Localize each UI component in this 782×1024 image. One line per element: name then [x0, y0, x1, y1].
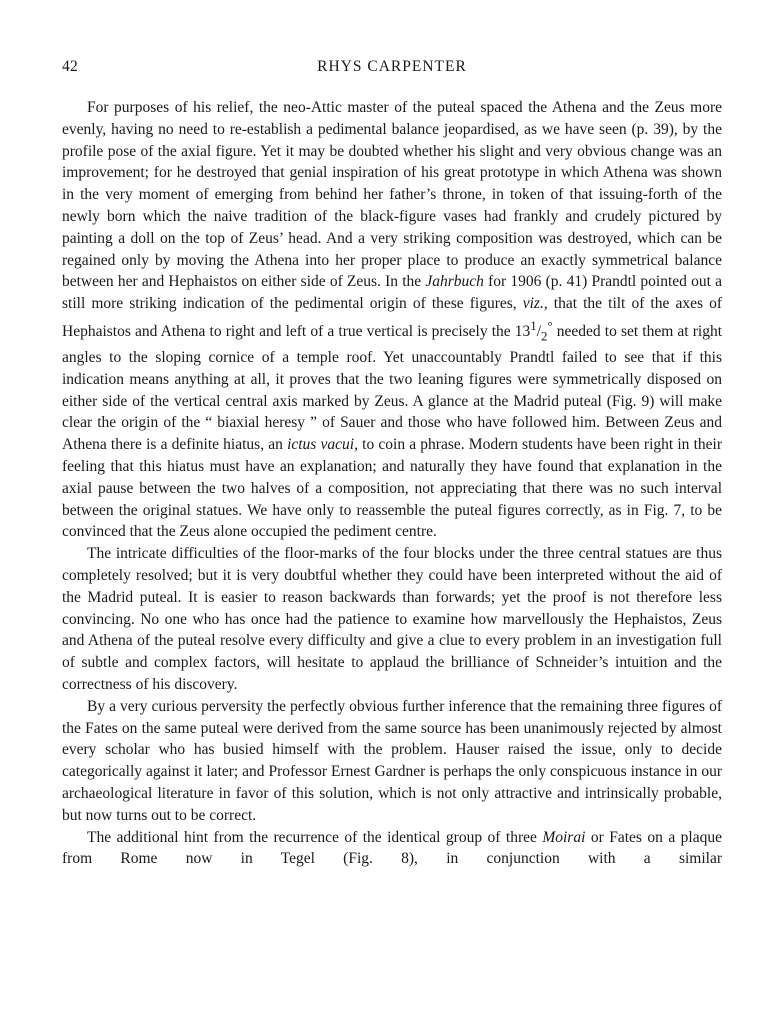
- italic-text: ictus vacui,: [287, 436, 358, 454]
- paragraph: [62, 827, 722, 871]
- paragraph: [62, 696, 722, 827]
- paragraph: [62, 543, 722, 696]
- body-text: [62, 97, 722, 870]
- italic-text: Jahrbuch: [425, 273, 484, 291]
- italic-text: viz.,: [522, 295, 548, 313]
- text-run: The additional hint from the recurrence of the identical group of three: [87, 828, 543, 846]
- text-run: The intricate difficulties of the floor-marks of the four blocks under the three central statues are thus completely resolved; but it is very doubtful whether they could have been interpreted without the aid of the Madrid puteal. It is easier to reason backwards than forwards; yet the proof is not therefore less convincing. No one who has once had the patience to examine how marvellously the Hephaistos, Zeus and Athena of the puteal resolve every difficulty and give a clue to every problem in an investigation full of subtle and complex factors, will hesitate to applaud the brilliance of Schneider’s intuition and the correctness of his discovery.: [62, 545, 722, 693]
- page-number: 42: [62, 58, 79, 75]
- page-header: [62, 58, 722, 84]
- running-head: RHYS CARPENTER: [317, 58, 467, 75]
- text-run: needed to set them at right angles to the sloping cornice of a temple roof. Yet unaccountably Prandtl failed to see that if this indication means anything at all, it proves that the two leaning figures were symmetrically disposed on either side of the vertical central axis marked by Zeus. A glance at the Madrid puteal (Fig. 9) will make clear the origin of the “ biaxial heresy ” of Sauer and those who have followed him. Between Zeus and Athena there is a definite hiatus, an: [62, 323, 723, 454]
- text-run: that the tilt of the axes of Hephaistos and Athena to right and left of a true vertical is precisely the 13: [62, 295, 722, 341]
- superscript: °: [547, 317, 553, 333]
- text-run: for 1906 (p. 41) Prandtl pointed out a still more striking indication of the pedimental origin of these figures,: [62, 273, 722, 313]
- superscript: 1: [530, 317, 537, 333]
- paragraph: [62, 97, 722, 543]
- italic-text: Moirai: [542, 828, 586, 846]
- text-run: By a very curious perversity the perfectly obvious further inference that the remaining three figures of the Fates on the same puteal were derived from the same source has been unanimously rejected by almost every scholar who has busied himself with the problem. Hauser raised the issue, only to decide categorically against it later; and Professor Ernest Gardner is perhaps the only conspicuous instance in our archaeological literature in favor of this solution, which is not only attractive and intrinsically probable, but now turns out to be correct.: [62, 697, 722, 824]
- text-run: to coin a phrase. Modern students have been right in their feeling that this hiatus must have an explanation; and naturally they have found that explanation in the axial pause between the two halves of a composition, not appreciating that there was no such interval between the original statues. We have only to reassemble the puteal figures correctly, as in Fig. 7, to be convinced that the Zeus alone occupied the pediment centre.: [62, 436, 722, 541]
- text-run: or Fates on a plaque from Rome now in Tegel (Fig. 8), in conjunction with a similar: [62, 828, 722, 868]
- text-run: For purposes of his relief, the neo-Attic master of the puteal spaced the Athena and the Zeus more evenly, having no need to re-establish a pedimental balance jeopardised, as we have seen (p. 39), by the profile pose of the axial figure. Yet it may be doubted whether his slight and very obvious change was an improvement; for he destroyed that genial inspiration of his great prototype in which Athena was shown in the very moment of emerging from behind her father’s throne, in token of that issuing-forth of the newly born which the naive tradition of the black-figure vases had frankly and crudely pictured by painting a doll on the top of Zeus’ head. And a very striking composition was destroyed, which can be regained only by moving the Athena into her proper place to produce an exactly symmetrical balance between her and Hephaistos on either side of Zeus. In the: [62, 99, 722, 291]
- text-run: /: [536, 323, 542, 341]
- subscript: 2: [541, 328, 548, 344]
- document-page: [62, 58, 722, 870]
